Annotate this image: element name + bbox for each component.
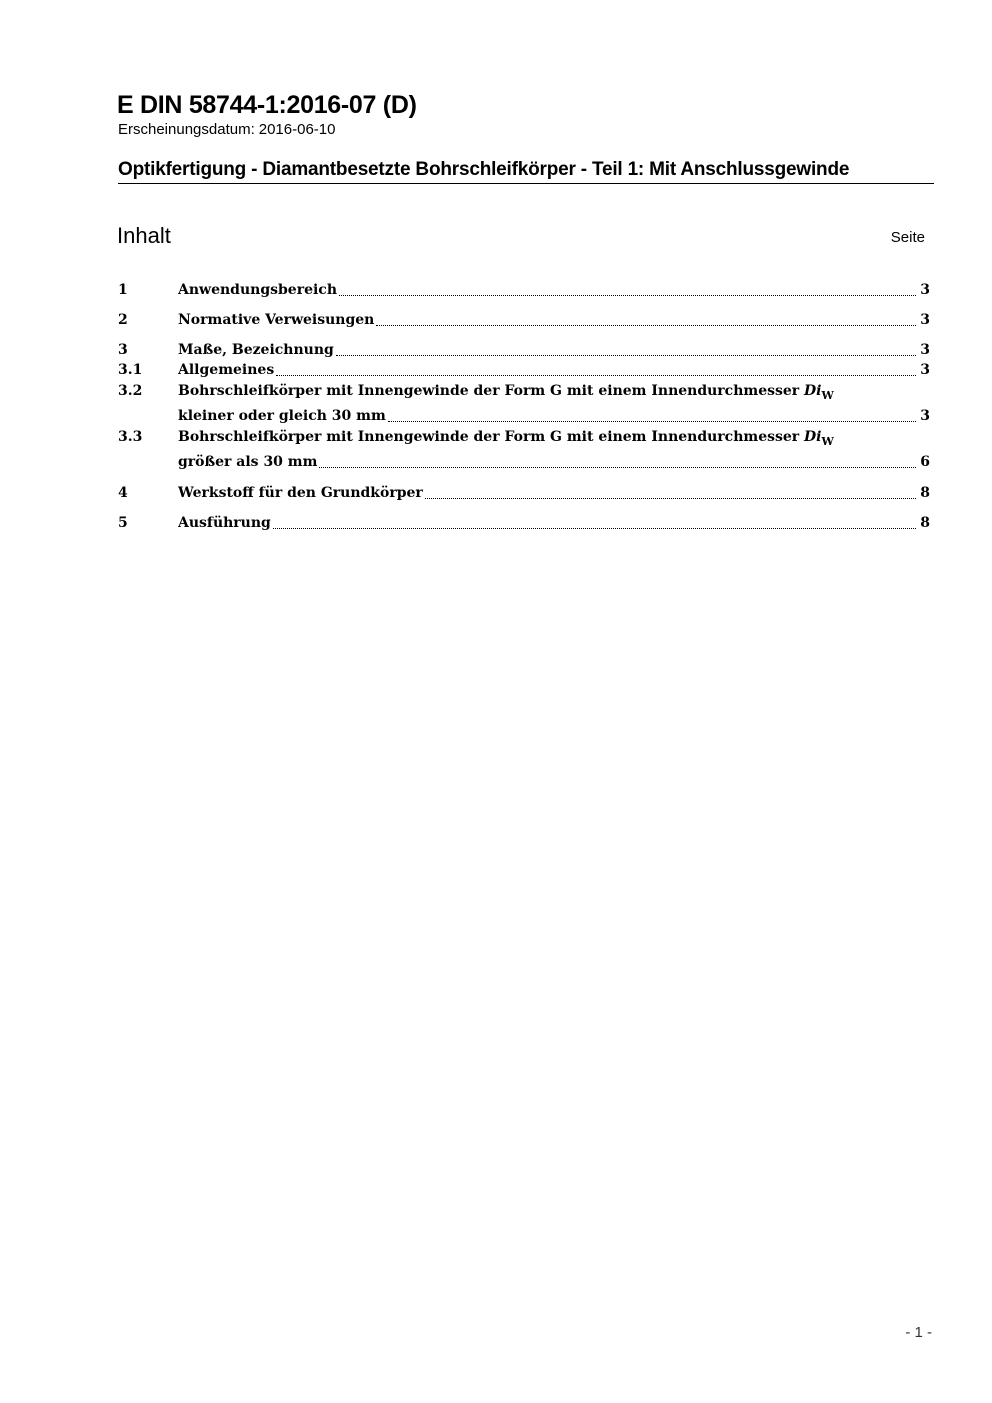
toc-dot-leader xyxy=(319,467,916,468)
toc-entry-number: 1 xyxy=(118,282,128,298)
toc-dot-leader xyxy=(339,295,916,296)
toc-entry-title-row xyxy=(178,452,916,472)
toc-heading: Inhalt xyxy=(117,223,171,248)
page-number: - 1 - xyxy=(905,1324,932,1341)
toc-entry-title-line1 xyxy=(178,381,916,406)
toc-entry-number: 3.2 xyxy=(118,383,143,399)
toc-entry-page: 8 xyxy=(920,515,930,531)
toc-entry-page: 6 xyxy=(920,454,930,470)
toc-entry-page: 3 xyxy=(920,362,930,378)
toc-entry-number: 3.3 xyxy=(118,429,143,445)
toc-entry-page: 8 xyxy=(920,485,930,501)
toc-entry-title: Werkstoff für den Grundkörper xyxy=(178,485,423,501)
math-subscript: W xyxy=(821,389,834,402)
toc-entry-title: Allgemeines xyxy=(178,362,275,378)
toc-entry-title-row xyxy=(178,360,916,380)
toc-entry-number: 4 xyxy=(118,485,128,501)
toc-entry-1[interactable] xyxy=(118,280,930,300)
toc-entry-title: Bohrschleifkörper mit Innengewinde der Form G mit einem Innendurchmesser xyxy=(178,429,800,445)
toc-entry-title-row xyxy=(178,406,916,426)
toc-entry-5[interactable] xyxy=(118,513,930,533)
toc-dot-leader xyxy=(276,375,916,376)
toc-entry-title: Ausführung xyxy=(178,515,271,531)
toc-entry-title: Normative Verweisungen xyxy=(178,312,375,328)
toc-dot-leader xyxy=(336,355,916,356)
toc-entry-title-line2: kleiner oder gleich 30 mm xyxy=(178,408,386,424)
toc-entry-3-3[interactable] xyxy=(118,427,930,447)
publication-date-value: 2016-06-10 xyxy=(258,121,336,138)
toc-entry-title-row xyxy=(178,280,916,300)
toc-entry-title-line2: größer als 30 mm xyxy=(178,454,318,470)
title-divider xyxy=(118,183,934,184)
toc-entry-title: Maße, Bezeichnung xyxy=(178,342,334,358)
toc-dot-leader xyxy=(376,325,916,326)
toc-dot-leader xyxy=(388,421,916,422)
toc-entry-number: 3.1 xyxy=(118,362,143,378)
toc-entry-3[interactable] xyxy=(118,340,930,360)
toc-entry-3-3-cont[interactable] xyxy=(118,452,930,472)
toc-entry-title-row xyxy=(178,310,916,330)
toc-entry-2[interactable] xyxy=(118,310,930,330)
math-subscript: W xyxy=(821,435,834,448)
toc-page-column-label: Seite xyxy=(890,229,925,246)
document-id-title: E DIN 58744-1:2016-07 (D) xyxy=(117,91,417,119)
toc-entry-number: 3 xyxy=(118,342,128,358)
toc-entry-title-row xyxy=(178,483,916,503)
toc-entry-page: 3 xyxy=(920,342,930,358)
toc-entry-title-row xyxy=(178,340,916,360)
toc-entry-title: Anwendungsbereich xyxy=(178,282,337,298)
toc-entry-page: 3 xyxy=(920,408,930,424)
toc-entry-number: 2 xyxy=(118,312,128,328)
math-symbol: Di xyxy=(804,383,822,399)
publication-date xyxy=(118,121,335,139)
toc-entry-title: Bohrschleifkörper mit Innengewinde der Form G mit einem Innendurchmesser xyxy=(178,383,800,399)
toc-entry-title-row xyxy=(178,513,916,533)
toc-entry-4[interactable] xyxy=(118,483,930,503)
math-symbol: Di xyxy=(804,429,822,445)
toc-dot-leader xyxy=(273,528,916,529)
toc-entry-3-1[interactable] xyxy=(118,360,930,380)
toc-entry-title-line1 xyxy=(178,427,916,452)
document-subtitle: Optikfertigung - Diamantbesetzte Bohrschleifkörper - Teil 1: Mit Anschlussgewinde xyxy=(118,159,850,180)
toc-entry-page: 3 xyxy=(920,312,930,328)
toc-entry-page: 3 xyxy=(920,282,930,298)
toc-entry-3-2-cont[interactable] xyxy=(118,406,930,426)
toc-dot-leader xyxy=(425,498,916,499)
toc-entry-3-2[interactable] xyxy=(118,381,930,401)
publication-date-label: Erscheinungsdatum: xyxy=(118,121,255,138)
toc-entry-number: 5 xyxy=(118,515,128,531)
